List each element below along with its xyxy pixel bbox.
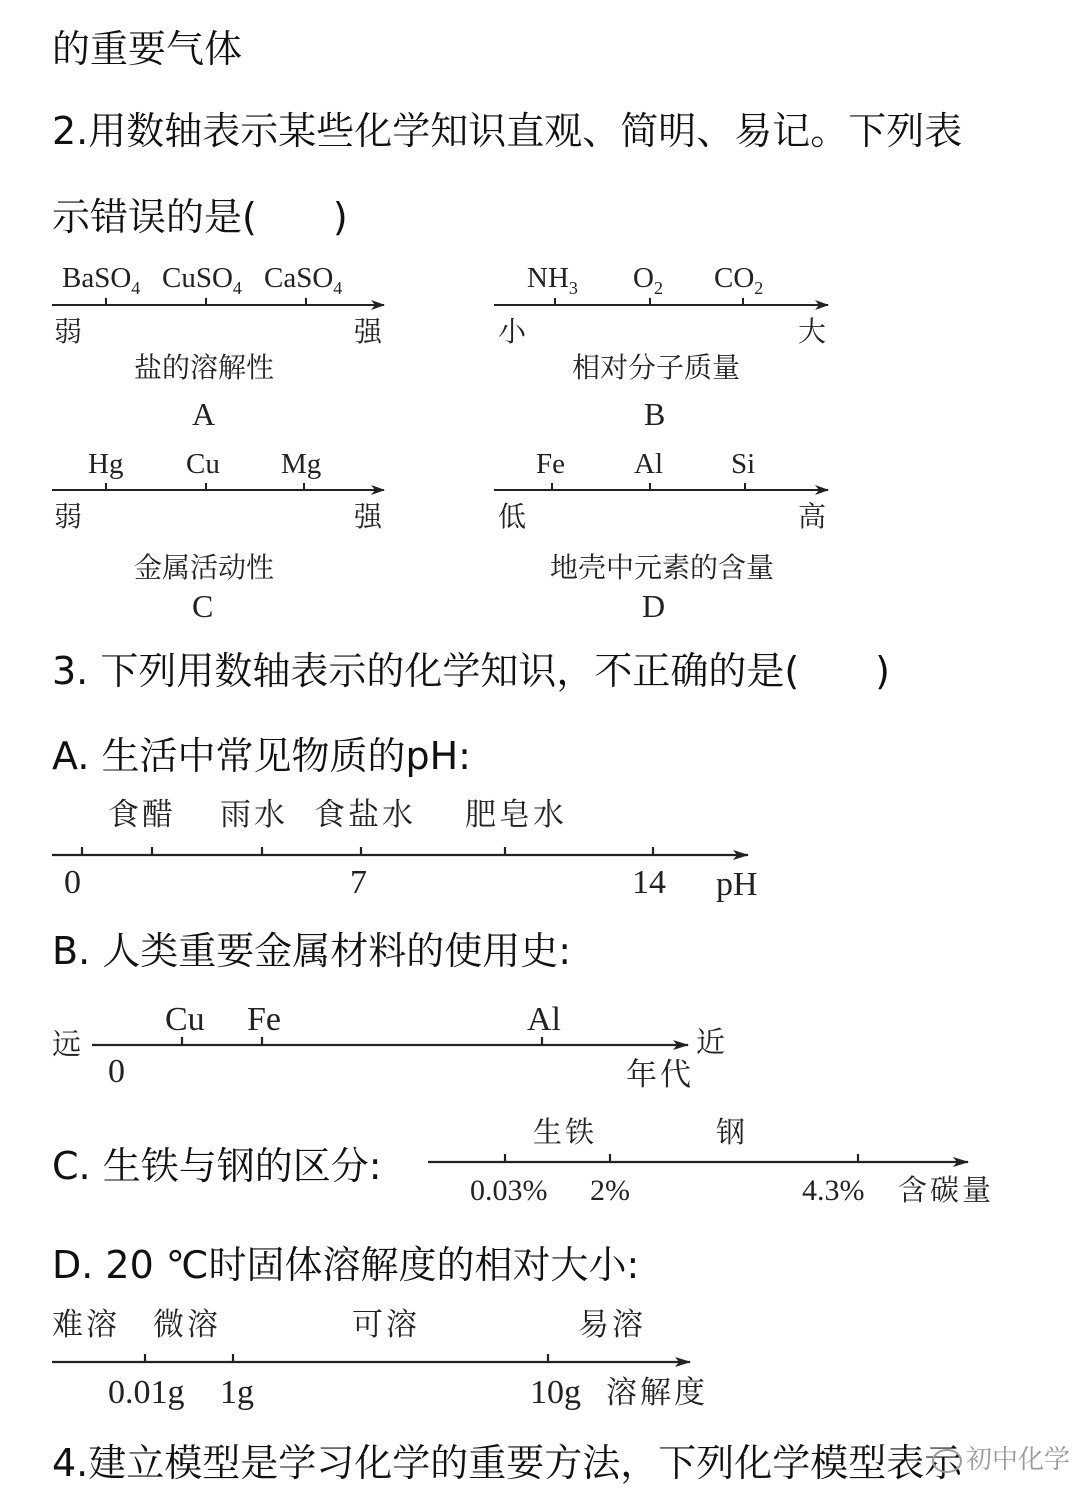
watermark: 初中化学 [932,1447,1070,1473]
q3c-label-pig-iron: 生铁 [533,1115,598,1149]
q2a-caption: 盐的溶解性 [134,351,275,384]
q2d-item-2: Al [634,448,663,480]
q2b-letter: B [644,396,666,432]
q2c-letter: C [192,588,214,624]
q3b-label-fe: Fe [247,1001,281,1038]
q2d-item-1: Fe [536,448,565,480]
q3c-tick-2: 2% [590,1174,630,1207]
q3b-zero: 0 [108,1053,125,1090]
q2b-item-2: $O_2$ [633,262,663,298]
q2a-item-1: BaSO$_4$ [62,262,141,298]
q2b-item-1: $NH_3$ [527,262,578,298]
q2c-item-3: Mg [281,448,322,480]
question-2-line-1: 2.用数轴表示某些化学知识直观、简明、易记。下列表 [52,109,963,153]
q3c-label-steel: 钢 [716,1115,749,1149]
q2d-left-label: 低 [498,500,527,533]
q3b-label-cu: Cu [165,1001,205,1038]
q2c-item-1: Hg [88,448,124,480]
q2b-item-3: $CO_2$ [714,262,764,298]
q3b-right-label: 近 [696,1025,726,1059]
q3-option-d: D. 20 ℃时固体溶解度的相对大小: [52,1243,640,1287]
q3a-label-vinegar: 食醋 [108,797,176,833]
q3d-tick-3: 10g [530,1374,581,1411]
q3d-tick-2: 1g [220,1374,254,1411]
q2a-right-label: 强 [354,315,383,348]
q2c-item-2: Cu [186,448,220,480]
q2a-item-3: CaSO$_4$ [264,262,343,298]
question-4: 4.建立模型是学习化学的重要方法，下列化学模型表示 [52,1441,963,1485]
q3b-label-al: Al [527,1001,561,1038]
q2d-caption: 地壳中元素的含量 [550,551,775,584]
q3a-tick-7: 7 [350,864,367,901]
q3-option-c: C. 生铁与钢的区分: [52,1144,382,1188]
wechat-icon [932,1449,962,1473]
q3a-label-rain: 雨水 [220,797,288,833]
q2d-right-label: 高 [798,500,827,533]
q3a-label-brine: 食盐水 [314,797,416,833]
q2a-left-label: 弱 [54,315,83,348]
q3-option-b: B. 人类重要金属材料的使用史: [52,929,572,973]
q2a-letter: A [192,396,216,432]
q3d-label-easily: 易溶 [578,1307,646,1343]
q3d-label-soluble: 可溶 [352,1307,420,1343]
q2a-item-2: CuSO$_4$ [162,262,242,298]
q2c-left-label: 弱 [54,500,83,533]
q3d-label-slightly: 微溶 [153,1307,221,1343]
q3-option-a: A. 生活中常见物质的pH: [52,734,471,778]
q3b-unit: 年代 [626,1057,694,1093]
q3c-unit: 含碳量 [898,1173,995,1207]
q3d-unit: 溶解度 [606,1375,708,1411]
q3a-tick-0: 0 [64,864,81,901]
q3a-tick-14: 14 [632,864,666,901]
q3b-left-label: 远 [52,1027,82,1061]
q3a-unit: pH [716,866,758,903]
q3c-tick-3: 4.3% [802,1174,865,1207]
q3d-label-insoluble: 难溶 [52,1307,120,1343]
q2b-caption: 相对分子质量 [572,351,741,384]
q3c-tick-1: 0.03% [470,1174,548,1207]
q3d-tick-1: 0.01g [108,1374,185,1411]
q2c-caption: 金属活动性 [134,551,275,584]
q2c-right-label: 强 [354,500,383,533]
q2b-left-label: 小 [498,315,527,348]
q2d-letter: D [642,588,666,624]
question-3: 3. 下列用数轴表示的化学知识，不正确的是( ) [52,649,890,693]
q2b-right-label: 大 [798,315,827,348]
intro-tail: 的重要气体 [52,27,243,71]
q3a-label-soap: 肥皂水 [465,797,567,833]
q2d-item-3: Si [731,448,756,480]
question-2-line-2: 示错误的是( ) [52,195,348,239]
